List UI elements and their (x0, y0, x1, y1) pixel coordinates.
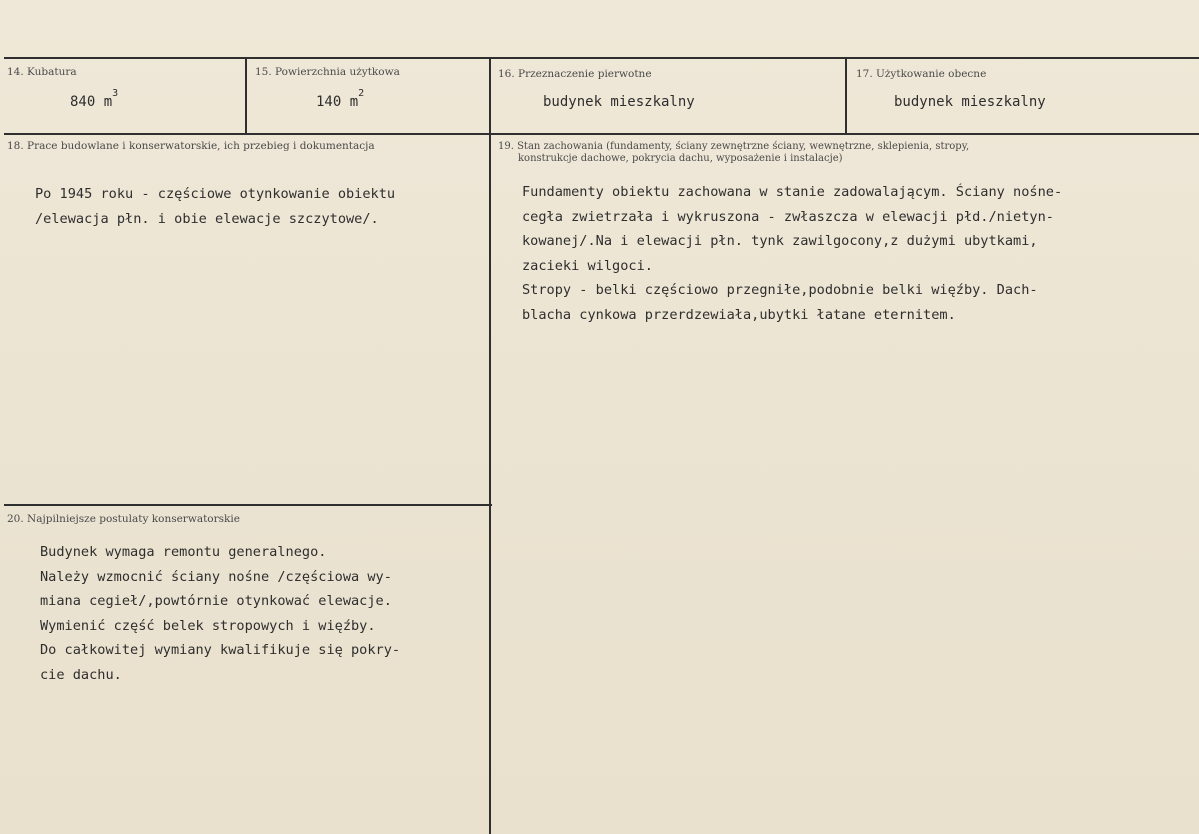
prace-line: /elewacja płn. i obie elewacje szczytowe/. (35, 210, 379, 227)
stan-line: zacieki wilgoci. (522, 257, 653, 274)
stan-line: blacha cynkowa przerdzewiała,ubytki łatane eternitem. (522, 306, 956, 323)
stan-line: Stropy - belki częściowo przegniłe,podobnie belki więźby. Dach- (522, 282, 1038, 298)
postulaty-line: cie dachu. (40, 666, 122, 683)
postulaty-rule (4, 504, 492, 506)
stan-line: Fundamenty obiektu zachowana w stanie zadowalającym. Ściany nośne- (522, 184, 1063, 200)
postulaty-line: miana cegieł/,powtórnie otynkować elewacje. (40, 593, 392, 609)
col-divider-1 (245, 57, 247, 135)
kubatura-number: 840 m (70, 94, 113, 110)
stan-line: cegła zwietrzała i wykruszona - zwłaszcza w elewacji płd./nietyn- (522, 208, 1054, 225)
kubatura-unit-exponent: 3 (112, 88, 119, 99)
postulaty-label: 20. Najpilniejsze postulaty konserwatorskie (7, 513, 240, 525)
powierzchnia-number: 140 m (316, 94, 359, 110)
uzytkowanie-value: budynek mieszkalny (894, 94, 1046, 110)
stan-text (522, 180, 1062, 327)
stan-line: kowanej/.Na i elewacji płn. tynk zawilgocony,z dużymi ubytkami, (522, 233, 1038, 249)
prace-label: 18. Prace budowlane i konserwatorskie, ich przebieg i dokumentacja (7, 140, 375, 152)
uzytkowanie-label: 17. Użytkowanie obecne (856, 68, 987, 80)
kubatura-label: 14. Kubatura (7, 66, 77, 78)
postulaty-line: Należy wzmocnić ściany nośne /częściowa wy- (40, 568, 392, 585)
row1-rule (4, 133, 1199, 135)
stan-label (498, 141, 969, 165)
powierzchnia-unit-exponent: 2 (358, 88, 365, 99)
przeznaczenie-label: 16. Przeznaczenie pierwotne (498, 68, 652, 80)
postulaty-line: Budynek wymaga remontu generalnego. (40, 544, 327, 560)
col-divider-2 (489, 57, 491, 834)
prace-line: Po 1945 roku - częściowe otynkowanie obiektu (35, 186, 396, 202)
kubatura-value (70, 88, 119, 110)
powierzchnia-value (316, 88, 365, 110)
postulaty-line: Wymienić część belek stropowych i więźby. (40, 617, 376, 634)
postulaty-text (40, 540, 400, 687)
stan-label-line-1: 19. Stan zachowania (fundamenty, ściany zewnętrzne ściany, wewnętrzne, sklepienia, stropy, (498, 141, 970, 152)
stan-label-line-2: konstrukcje dachowe, pokrycia dachu, wyposażenie i instalacje) (518, 153, 843, 164)
powierzchnia-label: 15. Powierzchnia użytkowa (255, 66, 400, 78)
postulaty-line: Do całkowitej wymiany kwalifikuje się pokry- (40, 642, 401, 658)
top-rule (4, 57, 1199, 59)
col-divider-3 (845, 57, 847, 135)
prace-text (35, 182, 395, 231)
przeznaczenie-value: budynek mieszkalny (543, 94, 695, 110)
